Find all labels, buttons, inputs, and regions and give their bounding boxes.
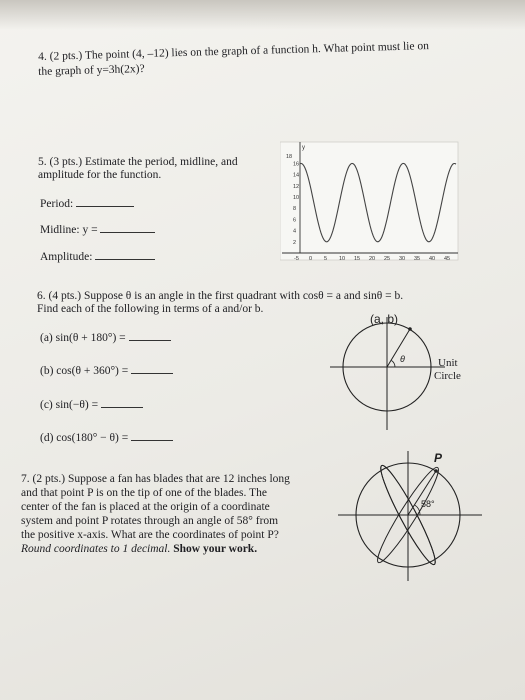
graph-y-tick-top: 18 [286,154,293,160]
midline-row [40,222,155,237]
question-5-line-1: 5. (3 pts.) Estimate the period, midline, and [38,156,238,168]
sinusoid-graph [280,140,460,265]
question-7-line-3: center of the fan is placed at the origin of a coordinate [21,501,270,513]
midline-answer-blank[interactable] [100,222,155,233]
question-7-line-5: the positive x-axis. What are the coordinates of point P? [21,529,279,541]
fan-angle-arc [414,505,420,515]
part-c-label: (c) sin(−θ) = [40,399,99,411]
unit-circle-point [408,327,412,331]
question-4-line-1: 4. (2 pts.) The point (4, –12) lies on the graph of a function h. What point must lie on [38,40,430,63]
part-d-row [40,430,173,445]
graph-x-tick-label: 0 [309,256,313,262]
part-c-row [40,397,143,412]
question-6-line-1: 6. (4 pts.) Suppose θ is an angle in the first quadrant with cosθ = a and sinθ = b. [37,290,404,302]
question-7-rounding-instruction: Round coordinates to 1 decimal. [21,543,171,555]
question-7-line-1: 7. (2 pts.) Suppose a fan has blades that are 12 inches long [21,473,290,485]
unit-circle-caption-line-1: Unit [438,357,458,369]
question-7-line-4: system and point P rotates through an angle of 58° from [21,515,279,527]
part-a-label: (a) sin(θ + 180°) = [40,332,126,344]
part-c-answer-blank[interactable] [101,397,143,408]
graph-x-tick-label: 45 [444,256,451,262]
graph-y-tick-label: 10 [293,195,300,201]
part-b-answer-blank[interactable] [131,363,173,374]
fan-diagram [330,445,490,585]
unit-circle-radius [387,329,410,367]
graph-y-tick-label: 2 [293,239,297,246]
part-d-label: (d) cos(180° − θ) = [40,432,129,444]
point-p-label: P [434,451,443,465]
graph-x-tick-label: 20 [369,256,376,262]
theta-arc [392,361,396,368]
graph-x-tick-label: 5 [324,256,328,262]
part-b-row [40,363,173,378]
period-label: Period: [40,198,74,210]
graph-background [280,142,458,260]
part-a-row [40,330,171,345]
graph-y-tick-label: 4 [293,228,297,235]
graph-x-tick-label: 40 [429,256,436,262]
graph-y-tick-label: 14 [293,172,300,179]
amplitude-label: Amplitude: [40,251,93,263]
theta-label: θ [400,354,405,364]
graph-x-tick-label: 25 [384,256,391,262]
graph-y-tick-label: 6 [293,217,297,224]
question-4-line-2: the graph of y=3h(2x)? [38,63,145,78]
period-answer-blank[interactable] [76,196,134,207]
graph-x-tick-label: 10 [339,256,346,262]
graph-x-tick-label: 15 [354,256,361,262]
fan-angle-label: 58° [421,499,435,509]
graph-x-tick-label: -5 [294,256,299,262]
part-d-answer-blank[interactable] [131,430,173,441]
graph-y-axis-label: y [302,145,305,151]
amplitude-row [40,249,155,264]
question-7-line-6 [21,542,257,556]
graph-y-tick-label: 12 [293,183,300,190]
graph-x-tick-label: 30 [399,256,406,262]
part-b-label: (b) cos(θ + 360°) = [40,365,129,377]
question-5-line-2: amplitude for the function. [38,169,162,181]
page-shadow [0,0,525,30]
question-7-show-work: Show your work. [173,543,258,555]
unit-circle-caption-line-2: Circle [434,370,461,382]
question-6-line-2: Find each of the following in terms of a and/or b. [37,303,264,315]
unit-circle-diagram [320,305,490,435]
graph-x-tick-label: 35 [414,256,421,262]
question-7-line-2: and that point P is on the tip of one of the blades. The [21,487,267,499]
amplitude-answer-blank[interactable] [95,249,155,260]
midline-label: Midline: y = [40,224,98,236]
graph-y-tick-label: 8 [293,206,297,213]
part-a-answer-blank[interactable] [129,330,171,341]
point-ab-label: (a, b) [370,312,399,326]
period-row [40,196,134,211]
point-p [434,469,438,473]
graph-y-tick-label: 16 [293,161,300,168]
